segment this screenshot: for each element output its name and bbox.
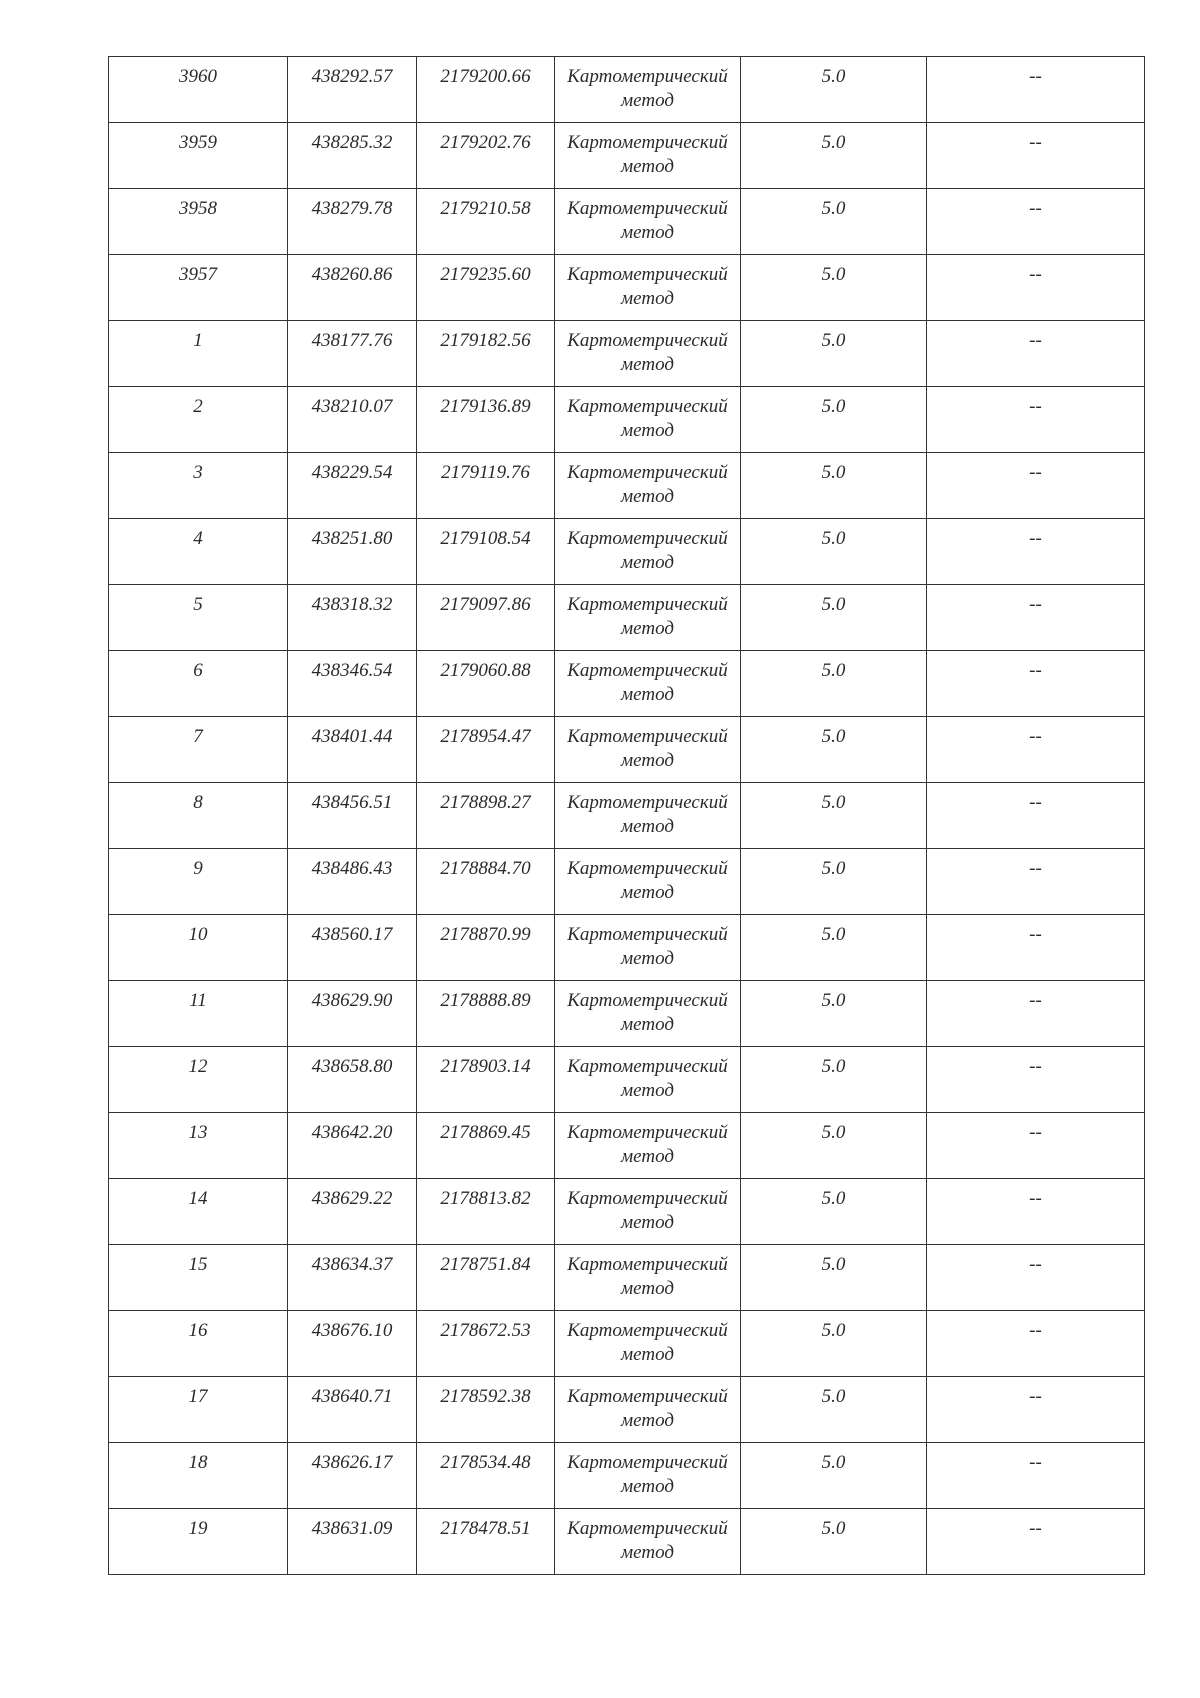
x-coordinate-cell: 438177.76 xyxy=(288,321,417,387)
table-row xyxy=(109,57,1145,123)
point-number-cell: 5 xyxy=(109,585,288,651)
x-coordinate-cell: 438346.54 xyxy=(288,651,417,717)
method-cell: Картометрический метод xyxy=(555,1113,741,1179)
accuracy-cell: 5.0 xyxy=(741,255,927,321)
coordinates-table-body xyxy=(109,57,1145,1575)
method-cell: Картометрический метод xyxy=(555,123,741,189)
table-row xyxy=(109,1311,1145,1377)
point-number-cell: 16 xyxy=(109,1311,288,1377)
y-coordinate-cell: 2178954.47 xyxy=(417,717,555,783)
table-row xyxy=(109,585,1145,651)
method-cell: Картометрический метод xyxy=(555,1047,741,1113)
method-cell: Картометрический метод xyxy=(555,849,741,915)
table-row xyxy=(109,1377,1145,1443)
method-cell: Картометрический метод xyxy=(555,981,741,1047)
y-coordinate-cell: 2178888.89 xyxy=(417,981,555,1047)
note-cell: -- xyxy=(927,849,1145,915)
accuracy-cell: 5.0 xyxy=(741,915,927,981)
note-cell: -- xyxy=(927,1443,1145,1509)
y-coordinate-cell: 2178592.38 xyxy=(417,1377,555,1443)
method-cell: Картометрический метод xyxy=(555,651,741,717)
table-row xyxy=(109,783,1145,849)
y-coordinate-cell: 2179136.89 xyxy=(417,387,555,453)
accuracy-cell: 5.0 xyxy=(741,717,927,783)
point-number-cell: 18 xyxy=(109,1443,288,1509)
method-cell: Картометрический метод xyxy=(555,1509,741,1575)
y-coordinate-cell: 2179235.60 xyxy=(417,255,555,321)
table-row xyxy=(109,387,1145,453)
table-row xyxy=(109,849,1145,915)
x-coordinate-cell: 438634.37 xyxy=(288,1245,417,1311)
accuracy-cell: 5.0 xyxy=(741,1113,927,1179)
x-coordinate-cell: 438401.44 xyxy=(288,717,417,783)
method-cell: Картометрический метод xyxy=(555,1443,741,1509)
note-cell: -- xyxy=(927,981,1145,1047)
table-row xyxy=(109,1047,1145,1113)
x-coordinate-cell: 438642.20 xyxy=(288,1113,417,1179)
method-cell: Картометрический метод xyxy=(555,1311,741,1377)
x-coordinate-cell: 438251.80 xyxy=(288,519,417,585)
accuracy-cell: 5.0 xyxy=(741,981,927,1047)
x-coordinate-cell: 438279.78 xyxy=(288,189,417,255)
point-number-cell: 2 xyxy=(109,387,288,453)
y-coordinate-cell: 2179200.66 xyxy=(417,57,555,123)
y-coordinate-cell: 2179119.76 xyxy=(417,453,555,519)
note-cell: -- xyxy=(927,1179,1145,1245)
accuracy-cell: 5.0 xyxy=(741,1245,927,1311)
table-row xyxy=(109,651,1145,717)
accuracy-cell: 5.0 xyxy=(741,519,927,585)
x-coordinate-cell: 438629.90 xyxy=(288,981,417,1047)
y-coordinate-cell: 2179060.88 xyxy=(417,651,555,717)
point-number-cell: 4 xyxy=(109,519,288,585)
x-coordinate-cell: 438626.17 xyxy=(288,1443,417,1509)
table-row xyxy=(109,1443,1145,1509)
point-number-cell: 7 xyxy=(109,717,288,783)
accuracy-cell: 5.0 xyxy=(741,189,927,255)
x-coordinate-cell: 438229.54 xyxy=(288,453,417,519)
accuracy-cell: 5.0 xyxy=(741,783,927,849)
x-coordinate-cell: 438640.71 xyxy=(288,1377,417,1443)
note-cell: -- xyxy=(927,321,1145,387)
note-cell: -- xyxy=(927,783,1145,849)
y-coordinate-cell: 2178898.27 xyxy=(417,783,555,849)
y-coordinate-cell: 2178534.48 xyxy=(417,1443,555,1509)
method-cell: Картометрический метод xyxy=(555,1377,741,1443)
method-cell: Картометрический метод xyxy=(555,321,741,387)
y-coordinate-cell: 2178813.82 xyxy=(417,1179,555,1245)
accuracy-cell: 5.0 xyxy=(741,849,927,915)
accuracy-cell: 5.0 xyxy=(741,1311,927,1377)
accuracy-cell: 5.0 xyxy=(741,1377,927,1443)
point-number-cell: 13 xyxy=(109,1113,288,1179)
x-coordinate-cell: 438631.09 xyxy=(288,1509,417,1575)
point-number-cell: 15 xyxy=(109,1245,288,1311)
table-row xyxy=(109,981,1145,1047)
note-cell: -- xyxy=(927,387,1145,453)
point-number-cell: 10 xyxy=(109,915,288,981)
note-cell: -- xyxy=(927,519,1145,585)
method-cell: Картометрический метод xyxy=(555,189,741,255)
accuracy-cell: 5.0 xyxy=(741,453,927,519)
note-cell: -- xyxy=(927,57,1145,123)
y-coordinate-cell: 2178903.14 xyxy=(417,1047,555,1113)
point-number-cell: 3958 xyxy=(109,189,288,255)
point-number-cell: 14 xyxy=(109,1179,288,1245)
method-cell: Картометрический метод xyxy=(555,453,741,519)
x-coordinate-cell: 438210.07 xyxy=(288,387,417,453)
point-number-cell: 17 xyxy=(109,1377,288,1443)
point-number-cell: 3957 xyxy=(109,255,288,321)
accuracy-cell: 5.0 xyxy=(741,57,927,123)
x-coordinate-cell: 438676.10 xyxy=(288,1311,417,1377)
accuracy-cell: 5.0 xyxy=(741,123,927,189)
accuracy-cell: 5.0 xyxy=(741,321,927,387)
x-coordinate-cell: 438260.86 xyxy=(288,255,417,321)
x-coordinate-cell: 438629.22 xyxy=(288,1179,417,1245)
accuracy-cell: 5.0 xyxy=(741,387,927,453)
table-row xyxy=(109,123,1145,189)
x-coordinate-cell: 438285.32 xyxy=(288,123,417,189)
note-cell: -- xyxy=(927,585,1145,651)
point-number-cell: 11 xyxy=(109,981,288,1047)
table-row xyxy=(109,1509,1145,1575)
note-cell: -- xyxy=(927,453,1145,519)
point-number-cell: 9 xyxy=(109,849,288,915)
x-coordinate-cell: 438486.43 xyxy=(288,849,417,915)
accuracy-cell: 5.0 xyxy=(741,651,927,717)
y-coordinate-cell: 2178751.84 xyxy=(417,1245,555,1311)
note-cell: -- xyxy=(927,1047,1145,1113)
method-cell: Картометрический метод xyxy=(555,585,741,651)
table-row xyxy=(109,519,1145,585)
x-coordinate-cell: 438560.17 xyxy=(288,915,417,981)
method-cell: Картометрический метод xyxy=(555,717,741,783)
y-coordinate-cell: 2178884.70 xyxy=(417,849,555,915)
accuracy-cell: 5.0 xyxy=(741,1443,927,1509)
method-cell: Картометрический метод xyxy=(555,915,741,981)
point-number-cell: 8 xyxy=(109,783,288,849)
method-cell: Картометрический метод xyxy=(555,1245,741,1311)
x-coordinate-cell: 438456.51 xyxy=(288,783,417,849)
table-row xyxy=(109,189,1145,255)
y-coordinate-cell: 2178478.51 xyxy=(417,1509,555,1575)
table-row xyxy=(109,1179,1145,1245)
method-cell: Картометрический метод xyxy=(555,57,741,123)
method-cell: Картометрический метод xyxy=(555,519,741,585)
y-coordinate-cell: 2179108.54 xyxy=(417,519,555,585)
note-cell: -- xyxy=(927,189,1145,255)
accuracy-cell: 5.0 xyxy=(741,1047,927,1113)
note-cell: -- xyxy=(927,1509,1145,1575)
note-cell: -- xyxy=(927,915,1145,981)
y-coordinate-cell: 2179097.86 xyxy=(417,585,555,651)
point-number-cell: 3959 xyxy=(109,123,288,189)
y-coordinate-cell: 2178870.99 xyxy=(417,915,555,981)
note-cell: -- xyxy=(927,123,1145,189)
note-cell: -- xyxy=(927,651,1145,717)
y-coordinate-cell: 2178672.53 xyxy=(417,1311,555,1377)
accuracy-cell: 5.0 xyxy=(741,1509,927,1575)
table-row xyxy=(109,717,1145,783)
accuracy-cell: 5.0 xyxy=(741,1179,927,1245)
note-cell: -- xyxy=(927,1245,1145,1311)
accuracy-cell: 5.0 xyxy=(741,585,927,651)
note-cell: -- xyxy=(927,1311,1145,1377)
x-coordinate-cell: 438658.80 xyxy=(288,1047,417,1113)
point-number-cell: 19 xyxy=(109,1509,288,1575)
x-coordinate-cell: 438318.32 xyxy=(288,585,417,651)
coordinates-table xyxy=(108,56,1145,1575)
note-cell: -- xyxy=(927,1113,1145,1179)
point-number-cell: 3 xyxy=(109,453,288,519)
point-number-cell: 6 xyxy=(109,651,288,717)
method-cell: Картометрический метод xyxy=(555,783,741,849)
note-cell: -- xyxy=(927,1377,1145,1443)
note-cell: -- xyxy=(927,255,1145,321)
y-coordinate-cell: 2179210.58 xyxy=(417,189,555,255)
table-row xyxy=(109,255,1145,321)
x-coordinate-cell: 438292.57 xyxy=(288,57,417,123)
table-row xyxy=(109,1113,1145,1179)
y-coordinate-cell: 2179202.76 xyxy=(417,123,555,189)
table-row xyxy=(109,1245,1145,1311)
table-row xyxy=(109,453,1145,519)
method-cell: Картометрический метод xyxy=(555,255,741,321)
point-number-cell: 1 xyxy=(109,321,288,387)
y-coordinate-cell: 2179182.56 xyxy=(417,321,555,387)
method-cell: Картометрический метод xyxy=(555,1179,741,1245)
table-row xyxy=(109,915,1145,981)
table-row xyxy=(109,321,1145,387)
note-cell: -- xyxy=(927,717,1145,783)
y-coordinate-cell: 2178869.45 xyxy=(417,1113,555,1179)
point-number-cell: 12 xyxy=(109,1047,288,1113)
method-cell: Картометрический метод xyxy=(555,387,741,453)
point-number-cell: 3960 xyxy=(109,57,288,123)
